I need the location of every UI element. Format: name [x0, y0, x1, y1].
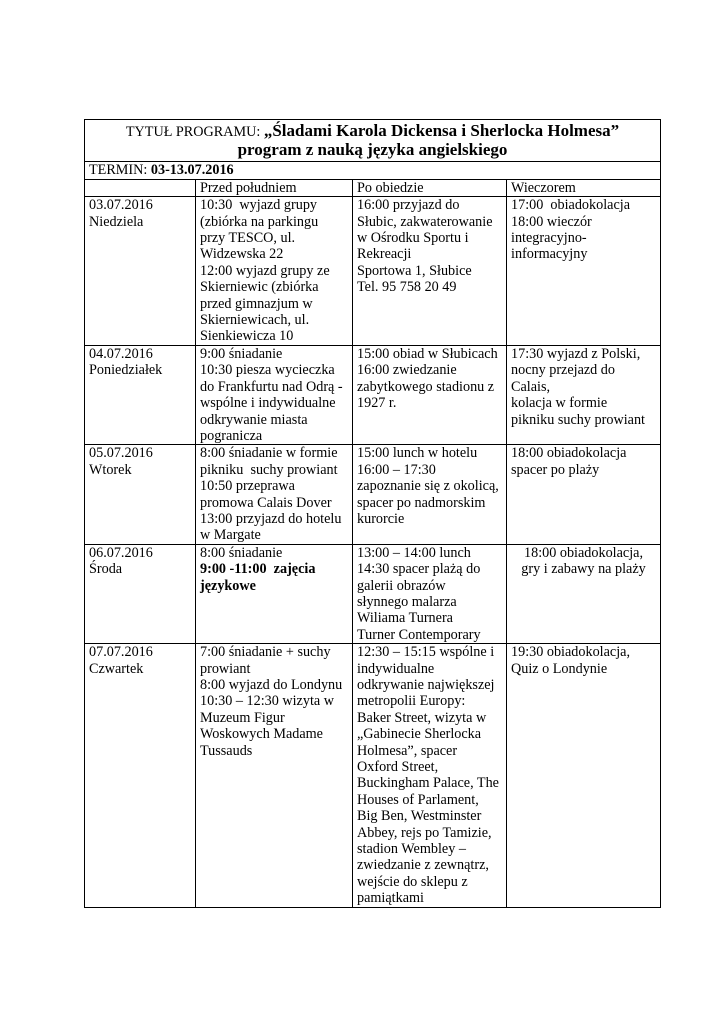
activity-line: 12:30 – 15:15 wspólne i — [357, 644, 495, 661]
activity-line: galerii obrazów — [357, 577, 446, 594]
activity-line: 1927 r. — [357, 395, 397, 412]
activity-line: 10:30 piesza wycieczka — [200, 362, 335, 379]
day-weekday: Niedziela — [89, 213, 144, 230]
title-cell — [85, 120, 661, 162]
title-row — [85, 120, 661, 162]
activity-line: 8:00 śniadanie — [200, 544, 283, 561]
day-row — [85, 445, 661, 544]
activity-line: 8:00 wyjazd do Londynu — [200, 677, 343, 693]
activity-line: wspólne i indywidualne — [200, 395, 336, 412]
activity-line: nocny przejazd do — [511, 362, 615, 379]
activity-line: Woskowych Madame — [200, 726, 323, 743]
activity-line: Abbey, rejs po Tamizie, — [357, 824, 492, 841]
program-subtitle: program z nauką języka angielskiego — [237, 140, 508, 160]
activity-line: Muzeum Figur — [200, 709, 285, 726]
activity-line: Quiz o Londynie — [511, 660, 608, 677]
activity-line: Turner Contemporary — [357, 626, 481, 643]
activity-line: pogranicza — [200, 427, 263, 444]
activity-line: Holmesa”, spacer — [357, 742, 458, 759]
activity-line: 16:00 – 17:30 — [357, 461, 436, 478]
activity-line: Skierniewic (zbiórka — [200, 279, 319, 296]
title-label: TYTUŁ PROGRAMU: — [125, 124, 264, 140]
activity-line: promowa Calais Dover — [200, 494, 332, 511]
activity-line: gry i zabawy na plaży — [521, 561, 646, 578]
activity-line: Słubic, zakwaterowanie — [357, 213, 493, 230]
activity-line: 7:00 śniadanie + suchy — [200, 644, 331, 661]
activity-line: Big Ben, Westminster — [357, 808, 482, 825]
activity-line: wejście do sklepu z — [357, 873, 468, 890]
day-date: 04.07.2016 — [89, 345, 153, 362]
activity-line: zwiedzanie z zewnątrz, — [357, 857, 489, 874]
afternoon-cell — [353, 644, 507, 908]
column-header-morning: Przed południem — [196, 179, 353, 196]
afternoon-cell — [353, 197, 507, 346]
activity-line: Sienkiewicza 10 — [200, 328, 294, 345]
evening-cell — [507, 345, 661, 444]
termin-row — [85, 162, 661, 179]
activity-line: Baker Street, wizyta w — [357, 709, 487, 726]
evening-cell — [507, 544, 661, 643]
day-weekday: Czwartek — [89, 660, 144, 677]
activity-line: słynnego malarza — [357, 593, 457, 610]
activity-line: zabytkowego stadionu z — [357, 378, 495, 395]
afternoon-cell — [353, 345, 507, 444]
activity-line: pamiątkami — [357, 890, 424, 907]
day-cell — [85, 544, 196, 643]
activity-line: 12:00 wyjazd grupy ze — [200, 262, 330, 279]
activity-line: Widzewska 22 — [200, 246, 284, 263]
activity-line: Tussauds — [200, 742, 253, 759]
activity-line: metropolii Europy: — [357, 693, 466, 710]
activity-line: Skierniewicach, ul. — [200, 312, 310, 329]
activity-line: spacer po nadmorskim — [357, 494, 486, 511]
activity-line: prowiant — [200, 660, 251, 677]
column-header-afternoon: Po obiedzie — [353, 179, 507, 196]
day-date: 07.07.2016 — [89, 644, 153, 661]
termin-cell — [85, 162, 661, 179]
activity-line: 16:00 zwiedzanie — [357, 362, 457, 379]
activity-line: spacer po plaży — [511, 461, 600, 478]
activity-line: 18:00 wieczór — [511, 213, 592, 230]
day-weekday: Środa — [89, 561, 123, 578]
activity-line: Wiliama Turnera — [357, 610, 453, 627]
day-row — [85, 544, 661, 643]
day-cell — [85, 644, 196, 908]
activity-line: przed gimnazjum w — [200, 295, 313, 312]
activity-line: integracyjno- — [511, 230, 587, 247]
activity-line: Houses of Parlament, — [357, 791, 479, 808]
activity-line: 15:00 lunch w hotelu — [357, 445, 478, 462]
activity-line: kurorcie — [357, 510, 405, 527]
language-class-line: językowe — [200, 577, 256, 594]
activity-line: odkrywanie miasta — [200, 411, 308, 428]
evening-cell — [507, 644, 661, 908]
activity-line: Calais, — [511, 378, 551, 395]
morning-cell — [196, 197, 353, 346]
morning-cell — [196, 445, 353, 544]
day-weekday: Wtorek — [89, 461, 132, 478]
day-cell — [85, 345, 196, 444]
day-cell — [85, 197, 196, 346]
activity-line: 17:00 obiadokolacja — [511, 197, 630, 214]
day-date: 03.07.2016 — [89, 197, 153, 214]
activity-line: Buckingham Palace, The — [357, 775, 499, 792]
activity-line: informacyjny — [511, 246, 588, 263]
activity-line: do Frankfurtu nad Odrą - — [200, 378, 343, 395]
activity-line: pikniku suchy prowiant — [511, 411, 645, 428]
activity-line: 17:30 wyjazd z Polski, — [511, 345, 641, 362]
day-weekday: Poniedziałek — [89, 362, 163, 379]
language-class-line: 9:00 -11:00 zajęcia — [200, 561, 316, 578]
afternoon-cell — [353, 544, 507, 643]
morning-cell — [196, 544, 353, 643]
activity-line: Tel. 95 758 20 49 — [357, 279, 457, 296]
program-title: „Śladami Karola Dickensa i Sherlocka Holmesa” — [263, 121, 620, 140]
activity-line: 18:00 obiadokolacja — [511, 445, 627, 462]
title-line — [89, 121, 656, 140]
activity-line: pikniku suchy prowiant — [200, 461, 338, 478]
column-header-empty — [85, 179, 196, 196]
activity-line: 16:00 przyjazd do — [357, 197, 460, 214]
day-row — [85, 644, 661, 908]
day-date: 06.07.2016 — [89, 544, 153, 561]
activity-line: przy TESCO, ul. — [200, 230, 296, 247]
activity-line: 13:00 – 14:00 lunch — [357, 544, 471, 561]
activity-line: w Margate — [200, 527, 261, 544]
column-header-row — [85, 179, 661, 196]
activity-line: odkrywanie największej — [357, 677, 495, 693]
activity-line: zapoznanie się z okolicą, — [357, 478, 499, 495]
day-date: 05.07.2016 — [89, 445, 153, 462]
activity-line: 9:00 śniadanie — [200, 345, 283, 362]
activity-line: 10:30 – 12:30 wizyta w — [200, 693, 334, 710]
morning-cell — [196, 345, 353, 444]
activity-line: kolacja w formie — [511, 395, 608, 412]
activity-line: 19:30 obiadokolacja, — [511, 644, 630, 661]
activity-line: 10:50 przeprawa — [200, 478, 295, 495]
activity-line: 10:30 wyjazd grupy — [200, 197, 318, 214]
column-header-evening: Wieczorem — [507, 179, 661, 196]
evening-cell — [507, 445, 661, 544]
day-cell — [85, 445, 196, 544]
schedule-table — [84, 119, 661, 908]
activity-line: Oxford Street, — [357, 759, 439, 776]
activity-line: Sportowa 1, Słubice — [357, 262, 472, 279]
activity-line: 8:00 śniadanie w formie — [200, 445, 338, 462]
day-row — [85, 197, 661, 346]
activity-line: „Gabinecie Sherlocka — [357, 726, 482, 743]
activity-line: Rekreacji — [357, 246, 412, 263]
activity-line: w Ośrodku Sportu i — [357, 230, 469, 247]
program-document — [84, 119, 660, 908]
activity-line: (zbiórka na parkingu — [200, 213, 319, 230]
activity-line: 18:00 obiadokolacja, — [524, 544, 643, 561]
activity-line: 15:00 obiad w Słubicach — [357, 345, 498, 362]
termin-label: TERMIN: — [89, 162, 151, 179]
day-row — [85, 345, 661, 444]
activity-line: indywidualne — [357, 660, 435, 677]
afternoon-cell — [353, 445, 507, 544]
morning-cell — [196, 644, 353, 908]
termin-value: 03-13.07.2016 — [150, 162, 234, 179]
activity-line: stadion Wembley – — [357, 841, 466, 858]
activity-line: 13:00 przyjazd do hotelu — [200, 510, 342, 527]
evening-cell — [507, 197, 661, 346]
activity-line: 14:30 spacer plażą do — [357, 561, 481, 578]
